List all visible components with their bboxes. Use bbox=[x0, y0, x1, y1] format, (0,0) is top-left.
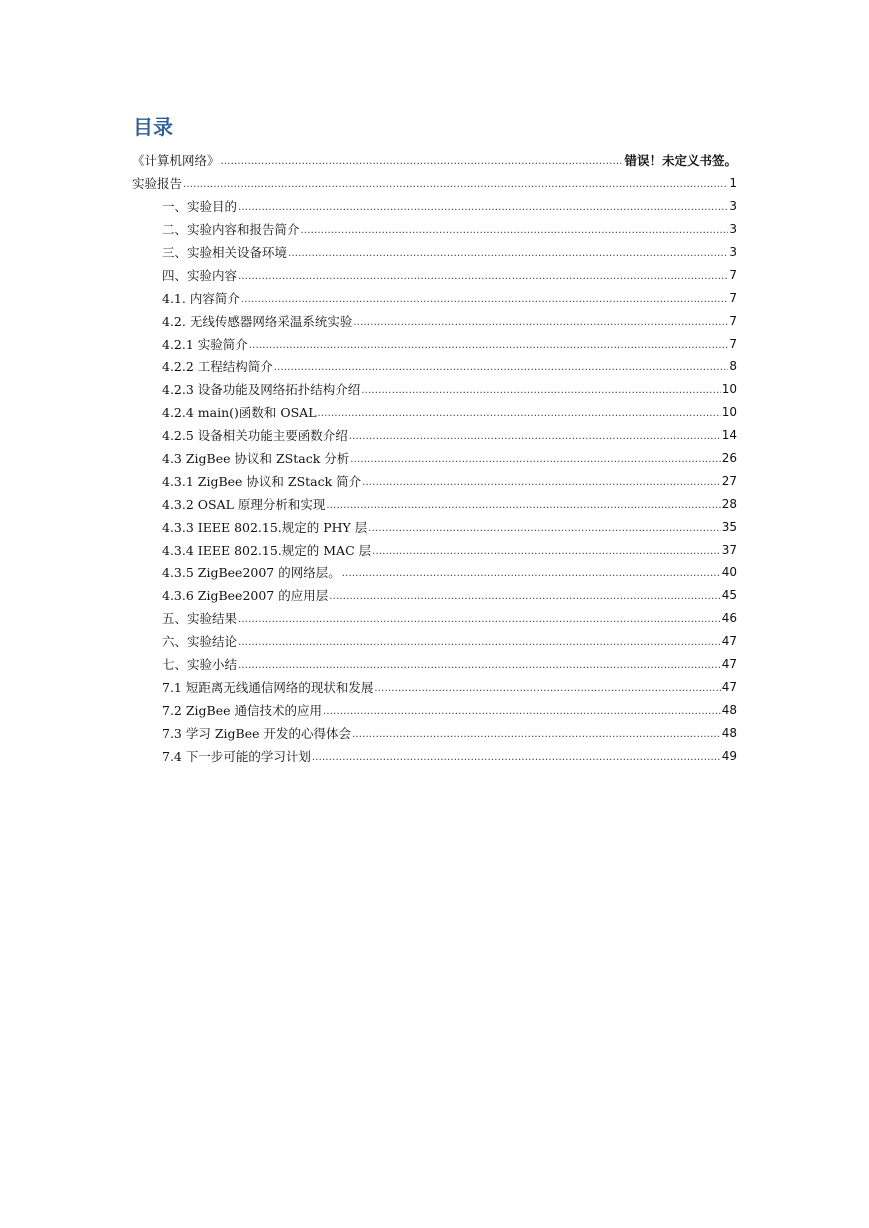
toc-entry[interactable] bbox=[132, 744, 737, 767]
toc-entry-label: 三、实验相关设备环境 bbox=[162, 245, 288, 260]
toc-entry[interactable] bbox=[132, 424, 737, 447]
toc-entry[interactable] bbox=[132, 172, 737, 195]
toc-entry-page: 7 bbox=[729, 267, 737, 282]
toc-entry[interactable] bbox=[132, 355, 737, 378]
toc-entry[interactable] bbox=[132, 241, 737, 264]
toc-entry-page: 3 bbox=[729, 199, 737, 214]
toc-entry[interactable] bbox=[132, 469, 737, 492]
toc-entry-label: 《计算机网络》 bbox=[132, 153, 220, 169]
toc-dot-leader bbox=[238, 271, 728, 285]
toc-dot-leader bbox=[374, 683, 720, 697]
toc-dot-leader bbox=[238, 637, 721, 651]
toc-entry-page: 45 bbox=[721, 588, 737, 603]
toc-dot-leader bbox=[352, 729, 721, 743]
toc-entry-page: 28 bbox=[721, 496, 737, 511]
toc-entry-label: 一、实验目的 bbox=[162, 199, 238, 215]
toc-entry[interactable] bbox=[132, 309, 737, 332]
toc-dot-leader bbox=[342, 568, 721, 582]
toc-entry[interactable] bbox=[132, 401, 737, 424]
table-of-contents bbox=[132, 149, 737, 767]
toc-title: 目录 bbox=[133, 115, 173, 139]
toc-dot-leader bbox=[350, 454, 720, 468]
toc-dot-leader bbox=[361, 385, 720, 399]
toc-dot-leader bbox=[249, 340, 729, 354]
toc-entry-label: 7.2 ZigBee 通信技术的应用 bbox=[162, 702, 322, 718]
toc-entry-label: 7.4 下一步可能的学习计划 bbox=[162, 748, 311, 764]
toc-dot-leader bbox=[326, 500, 720, 514]
toc-entry-label: 4.3.1 ZigBee 协议和 ZStack 简介 bbox=[162, 473, 362, 489]
toc-entry-page: 26 bbox=[721, 451, 737, 466]
toc-entry-label: 4.2. 无线传感器网络采温系统实验 bbox=[162, 313, 353, 329]
toc-entry-page: 7 bbox=[729, 290, 737, 305]
toc-entry-label: 4.2.5 设备相关功能主要函数介绍 bbox=[162, 428, 348, 444]
toc-dot-leader bbox=[349, 431, 721, 445]
toc-entry-page: 7 bbox=[729, 313, 737, 328]
toc-entry[interactable] bbox=[132, 561, 737, 584]
toc-entry[interactable] bbox=[132, 607, 737, 630]
toc-entry-label: 实验报告 bbox=[132, 176, 183, 192]
toc-dot-leader bbox=[274, 362, 729, 376]
toc-entry-label: 六、实验结论 bbox=[162, 634, 238, 650]
toc-entry-page: 48 bbox=[721, 702, 737, 717]
toc-entry-label: 二、实验内容和报告简介 bbox=[162, 222, 300, 238]
toc-entry-label: 七、实验小结 bbox=[162, 657, 238, 673]
toc-entry-page: 27 bbox=[721, 473, 737, 488]
toc-entry[interactable] bbox=[132, 630, 737, 653]
toc-entry-label: 五、实验结果 bbox=[162, 611, 238, 627]
toc-entry[interactable] bbox=[132, 538, 737, 561]
toc-entry[interactable] bbox=[132, 195, 737, 218]
toc-entry-page: 10 bbox=[721, 382, 737, 397]
toc-entry-page: 7 bbox=[729, 336, 737, 351]
toc-entry-page: 47 bbox=[721, 679, 737, 694]
toc-entry[interactable] bbox=[132, 653, 737, 676]
toc-dot-leader bbox=[353, 317, 728, 331]
toc-entry-label: 4.2.1 实验简介 bbox=[162, 336, 248, 352]
toc-entry-label: 7.3 学习 ZigBee 开发的心得体会 bbox=[162, 725, 351, 741]
toc-entry-page: 错误！未定义书签。 bbox=[624, 153, 737, 169]
toc-entry[interactable] bbox=[132, 332, 737, 355]
toc-dot-leader bbox=[221, 156, 624, 170]
toc-entry-label: 4.1. 内容简介 bbox=[162, 290, 240, 306]
toc-dot-leader bbox=[312, 752, 721, 766]
toc-entry-page: 47 bbox=[721, 634, 737, 649]
toc-entry-page: 49 bbox=[721, 748, 737, 763]
toc-dot-leader bbox=[301, 225, 729, 239]
toc-entry-page: 48 bbox=[721, 725, 737, 740]
toc-entry-label: 7.1 短距离无线通信网络的现状和发展 bbox=[162, 679, 374, 695]
toc-entry-label: 4.2.4 main()函数和 OSAL bbox=[162, 405, 317, 421]
toc-dot-leader bbox=[372, 546, 721, 560]
toc-entry-page: 1 bbox=[729, 176, 737, 191]
toc-dot-leader bbox=[238, 660, 721, 674]
toc-dot-leader bbox=[318, 408, 721, 422]
toc-entry-page: 8 bbox=[729, 359, 737, 374]
toc-dot-leader bbox=[288, 248, 728, 262]
toc-entry[interactable] bbox=[132, 584, 737, 607]
toc-entry[interactable] bbox=[132, 721, 737, 744]
toc-entry[interactable] bbox=[132, 263, 737, 286]
toc-entry-label: 4.2.3 设备功能及网络拓扑结构介绍 bbox=[162, 382, 361, 398]
toc-entry-page: 3 bbox=[729, 222, 737, 237]
toc-entry-page: 40 bbox=[721, 565, 737, 580]
toc-dot-leader bbox=[323, 706, 721, 720]
toc-entry[interactable] bbox=[132, 447, 737, 470]
toc-entry-label: 4.2.2 工程结构简介 bbox=[162, 359, 273, 375]
toc-dot-leader bbox=[238, 614, 721, 628]
toc-dot-leader bbox=[241, 294, 729, 308]
toc-dot-leader bbox=[329, 591, 720, 605]
toc-entry-page: 47 bbox=[721, 657, 737, 672]
toc-entry-page: 10 bbox=[721, 405, 737, 420]
toc-entry[interactable] bbox=[132, 515, 737, 538]
toc-entry-page: 46 bbox=[721, 611, 737, 626]
toc-entry-label: 4.3.5 ZigBee2007 的网络层。 bbox=[162, 565, 341, 581]
toc-dot-leader bbox=[368, 523, 720, 537]
toc-dot-leader bbox=[238, 202, 728, 216]
toc-entry[interactable] bbox=[132, 149, 737, 172]
toc-entry-page: 37 bbox=[721, 542, 737, 557]
toc-entry[interactable] bbox=[132, 675, 737, 698]
toc-entry[interactable] bbox=[132, 218, 737, 241]
toc-entry-page: 3 bbox=[729, 245, 737, 259]
toc-entry-label: 四、实验内容 bbox=[162, 267, 238, 283]
toc-entry-label: 4.3.3 IEEE 802.15.规定的 PHY 层 bbox=[162, 519, 368, 535]
toc-dot-leader bbox=[362, 477, 721, 491]
toc-entry[interactable] bbox=[132, 492, 737, 515]
toc-dot-leader bbox=[183, 179, 728, 193]
toc-entry-label: 4.3 ZigBee 协议和 ZStack 分析 bbox=[162, 451, 350, 467]
toc-entry-label: 4.3.6 ZigBee2007 的应用层 bbox=[162, 588, 329, 604]
toc-entry[interactable] bbox=[132, 286, 737, 309]
toc-entry-page: 35 bbox=[721, 519, 737, 534]
toc-entry[interactable] bbox=[132, 698, 737, 721]
toc-entry-label: 4.3.2 OSAL 原理分析和实现 bbox=[162, 496, 326, 512]
toc-entry[interactable] bbox=[132, 378, 737, 401]
toc-entry-label: 4.3.4 IEEE 802.15.规定的 MAC 层 bbox=[162, 542, 372, 558]
toc-entry-page: 14 bbox=[721, 428, 737, 443]
